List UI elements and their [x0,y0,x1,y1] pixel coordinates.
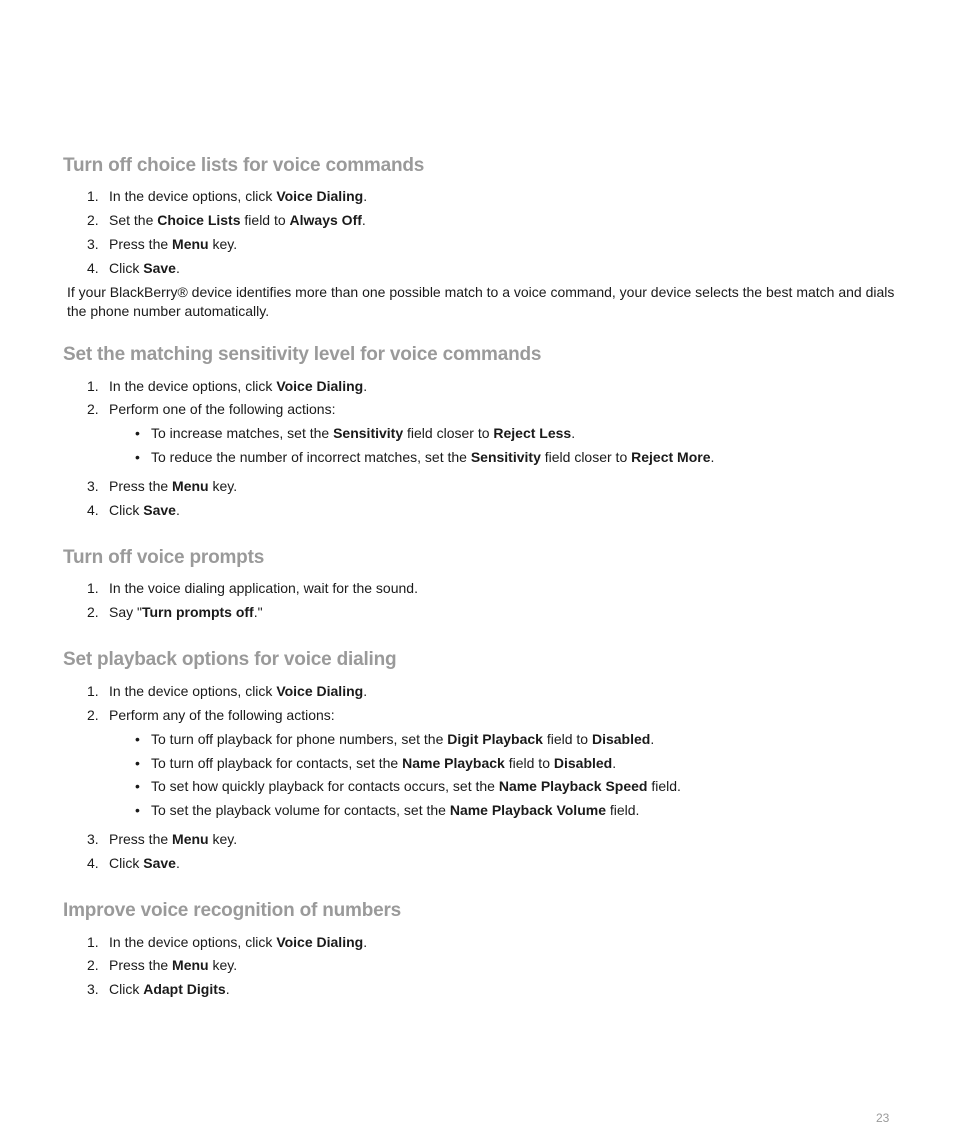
bullet-text: To reduce the number of incorrect matches, set the Sensitivity field closer to Reject More. [151,449,715,465]
section-heading-voice-prompts: Turn off voice prompts [63,547,265,568]
page-number: 23 [876,1111,890,1125]
bullet-marker: • [135,449,140,465]
bullet-text: To turn off playback for phone numbers, set the Digit Playback field to Disabled. [151,731,655,747]
step-number: 4. [87,260,99,276]
step-number: 3. [87,236,99,252]
step-text: Set the Choice Lists field to Always Off. [109,212,366,228]
section-heading-playback: Set playback options for voice dialing [63,649,397,670]
step-text: Click Save. [109,260,180,276]
step-number: 4. [87,502,99,518]
step-number: 2. [87,212,99,228]
step-number: 3. [87,478,99,494]
bullet-marker: • [135,755,140,771]
step-text: Click Save. [109,502,180,518]
step-number: 2. [87,604,99,620]
section-heading-sensitivity: Set the matching sensitivity level for voice commands [63,344,542,365]
step-text: In the voice dialing application, wait for the sound. [109,580,418,596]
bullet-marker: • [135,731,140,747]
step-number: 2. [87,707,99,723]
step-text: Press the Menu key. [109,236,238,252]
step-number: 2. [87,401,99,417]
step-number: 3. [87,981,99,997]
step-text: Click Adapt Digits. [109,981,230,997]
step-number: 3. [87,831,99,847]
note-paragraph: If your BlackBerry® device identifies more than one possible match to a voice command, your device selects the best match and dials the phone number automatically. [67,284,895,319]
section-heading-choice-lists: Turn off choice lists for voice commands [63,155,425,176]
step-text: In the device options, click Voice Dialing. [109,934,368,950]
bullet-text: To set the playback volume for contacts, set the Name Playback Volume field. [151,802,640,818]
step-text: Press the Menu key. [109,478,238,494]
step-text: Click Save. [109,855,180,871]
step-text: Perform any of the following actions: [109,707,335,723]
step-text: In the device options, click Voice Dialing. [109,188,368,204]
bullet-marker: • [135,778,140,794]
section-heading-numbers: Improve voice recognition of numbers [63,900,402,921]
step-number: 1. [87,934,99,950]
step-text: In the device options, click Voice Dialing. [109,378,368,394]
bullet-marker: • [135,802,140,818]
step-text: In the device options, click Voice Dialing. [109,683,368,699]
bullet-text: To set how quickly playback for contacts occurs, set the Name Playback Speed field. [151,778,681,794]
step-number: 2. [87,957,99,973]
step-text: Perform one of the following actions: [109,401,336,417]
step-number: 1. [87,188,99,204]
step-number: 1. [87,378,99,394]
step-number: 4. [87,855,99,871]
step-number: 1. [87,683,99,699]
step-text: Say "Turn prompts off." [109,604,263,620]
step-text: Press the Menu key. [109,831,238,847]
step-number: 1. [87,580,99,596]
bullet-marker: • [135,425,140,441]
bullet-text: To increase matches, set the Sensitivity field closer to Reject Less. [151,425,576,441]
bullet-text: To turn off playback for contacts, set the Name Playback field to Disabled. [151,755,617,771]
step-text: Press the Menu key. [109,957,238,973]
